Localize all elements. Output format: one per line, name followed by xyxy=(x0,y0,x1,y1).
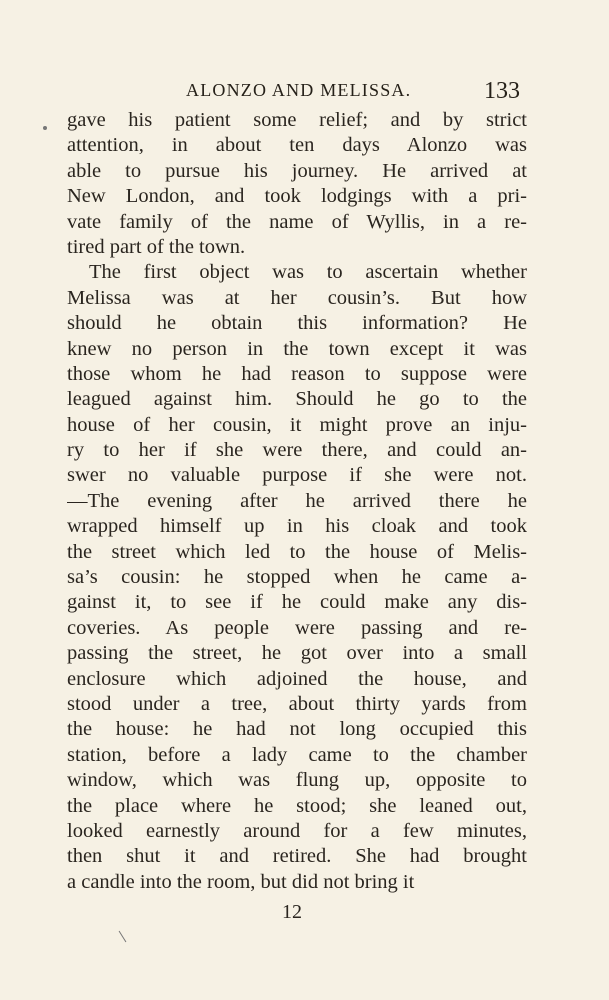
text-line: station, before a lady came to the chamber xyxy=(67,743,527,766)
signature-mark: 12 xyxy=(282,901,302,923)
text-line: passing the street, he got over into a small xyxy=(67,642,527,665)
text-line: those whom he had reason to suppose were xyxy=(67,362,527,385)
text-line: able to pursue his journey. He arrived at xyxy=(67,159,527,182)
text-line: gainst it, to see if he could make any dis- xyxy=(67,591,527,614)
running-head: ALONZO AND MELISSA. xyxy=(186,80,412,100)
text-line: enclosure which adjoined the house, and xyxy=(67,667,527,690)
text-line: vate family of the name of Wyllis, in a re- xyxy=(67,210,527,233)
text-line: should he obtain this information? He xyxy=(67,312,527,335)
text-line: swer no valuable purpose if she were not. xyxy=(67,464,527,487)
text-line: the place where he stood; she leaned out, xyxy=(67,794,527,817)
text-line: coveries. As people were passing and re- xyxy=(67,616,527,639)
text-line: Melissa was at her cousin’s. But how xyxy=(67,286,527,309)
text-line: leagued against him. Should he go to the xyxy=(67,388,527,411)
text-line: ry to her if she were there, and could an- xyxy=(67,439,527,462)
text-line: wrapped himself up in his cloak and took xyxy=(67,515,527,538)
text-line: a candle into the room, but did not bring it xyxy=(67,870,415,893)
text-line: attention, in about ten days Alonzo was xyxy=(67,134,527,157)
text-line: tired part of the town. xyxy=(67,235,246,258)
text-line: house of her cousin, it might prove an inju- xyxy=(67,413,527,436)
body-text xyxy=(67,108,527,895)
text-line: window, which was flung up, opposite to xyxy=(67,769,527,792)
text-line: sa’s cousin: he stopped when he came a- xyxy=(67,566,527,589)
text-line: The first object was to ascertain whether xyxy=(89,261,527,284)
small-mark xyxy=(119,931,127,943)
text-line: the house: he had not long occupied this xyxy=(67,718,527,741)
text-line: —The evening after he arrived there he xyxy=(67,489,527,512)
text-line: the street which led to the house of Melis- xyxy=(67,540,527,563)
text-line: New London, and took lodgings with a pri- xyxy=(67,185,527,208)
page-number: 133 xyxy=(484,78,520,104)
text-line: looked earnestly around for a few minutes, xyxy=(67,819,527,842)
text-line: stood under a tree, about thirty yards from xyxy=(67,692,527,715)
margin-mark xyxy=(43,126,47,130)
text-line: then shut it and retired. She had brought xyxy=(67,845,527,868)
text-line: gave his patient some relief; and by strict xyxy=(67,109,527,131)
text-line: knew no person in the town except it was xyxy=(67,337,527,360)
